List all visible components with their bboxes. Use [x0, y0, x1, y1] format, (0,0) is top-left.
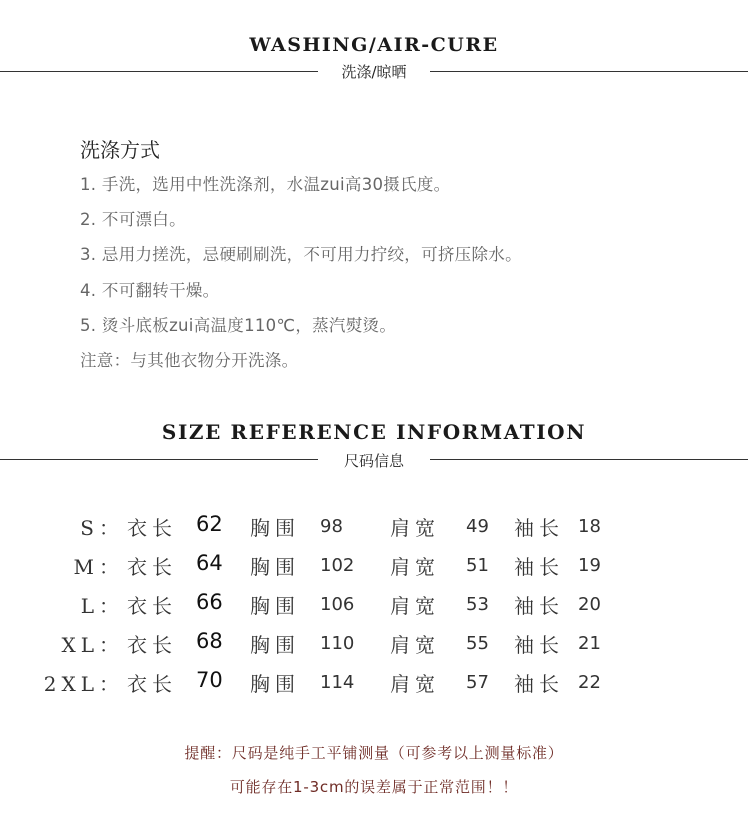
chest-value: 114 — [320, 672, 355, 693]
size-name: L： — [80, 594, 124, 618]
size-heading-en: SIZE REFERENCE INFORMATION — [161, 420, 587, 444]
shoulder-label: 肩宽 — [390, 633, 440, 657]
size-name: XL： — [61, 633, 124, 657]
error-range-note: 可能存在1-3cm的误差属于正常范围！！ — [229, 778, 519, 796]
sleeve-label: 袖长 — [514, 594, 564, 618]
shoulder-value: 55 — [466, 633, 489, 654]
washing-note: 注意：与其他衣物分开洗涤。 — [80, 351, 299, 370]
length-value: 70 — [196, 668, 223, 692]
shoulder-label: 肩宽 — [390, 555, 440, 579]
washing-line-4: 4. 不可翻转干燥。 — [80, 281, 220, 300]
sleeve-value: 18 — [578, 516, 601, 537]
washing-heading-en: WASHING/AIR-CURE — [249, 34, 499, 56]
chest-label: 胸围 — [250, 516, 300, 540]
shoulder-value: 51 — [466, 555, 489, 576]
length-value: 64 — [196, 551, 223, 575]
length-label: 衣长 — [127, 672, 177, 696]
length-value: 66 — [196, 590, 223, 614]
sleeve-value: 21 — [578, 633, 601, 654]
chest-label: 胸围 — [250, 594, 300, 618]
shoulder-label: 肩宽 — [390, 672, 440, 696]
sleeve-label: 袖长 — [514, 555, 564, 579]
size-name: 2XL： — [43, 672, 124, 696]
chest-value: 98 — [320, 516, 343, 537]
washing-method-title: 洗涤方式 — [80, 138, 160, 162]
length-label: 衣长 — [127, 633, 177, 657]
washing-line-5: 5. 烫斗底板zui高温度110℃，蒸汽熨烫。 — [80, 316, 397, 335]
washing-line-2: 2. 不可漂白。 — [80, 210, 186, 229]
sleeve-label: 袖长 — [514, 633, 564, 657]
chest-label: 胸围 — [250, 672, 300, 696]
length-label: 衣长 — [127, 594, 177, 618]
size-name: S： — [80, 516, 124, 540]
chest-value: 110 — [320, 633, 355, 654]
size-row-xl — [0, 629, 748, 659]
chest-label: 胸围 — [250, 555, 300, 579]
sleeve-label: 袖长 — [514, 672, 564, 696]
shoulder-value: 53 — [466, 594, 489, 615]
size-row-l — [0, 590, 748, 620]
shoulder-value: 57 — [466, 672, 489, 693]
size-row-m — [0, 551, 748, 581]
sleeve-value: 19 — [578, 555, 601, 576]
sleeve-label: 袖长 — [514, 516, 564, 540]
chest-label: 胸围 — [250, 633, 300, 657]
shoulder-label: 肩宽 — [390, 594, 440, 618]
measurement-reminder: 提醒：尺码是纯手工平铺测量（可参考以上测量标准） — [184, 744, 564, 762]
chest-value: 102 — [320, 555, 355, 576]
length-label: 衣长 — [127, 516, 177, 540]
size-row-2xl — [0, 668, 748, 698]
shoulder-value: 49 — [466, 516, 489, 537]
washing-heading-cn: 洗涤/晾晒 — [341, 63, 407, 81]
size-name: M： — [73, 555, 124, 579]
sleeve-value: 22 — [578, 672, 601, 693]
washing-line-1: 1. 手洗，选用中性洗涤剂，水温zui高30摄氏度。 — [80, 175, 451, 194]
chest-value: 106 — [320, 594, 355, 615]
washing-line-3: 3. 忌用力搓洗，忌硬刷刷洗，不可用力拧绞，可挤压除水。 — [80, 245, 522, 264]
length-value: 62 — [196, 512, 223, 536]
shoulder-label: 肩宽 — [390, 516, 440, 540]
size-heading-cn: 尺码信息 — [343, 452, 404, 470]
sleeve-value: 20 — [578, 594, 601, 615]
length-label: 衣长 — [127, 555, 177, 579]
length-value: 68 — [196, 629, 223, 653]
size-row-s — [0, 512, 748, 542]
